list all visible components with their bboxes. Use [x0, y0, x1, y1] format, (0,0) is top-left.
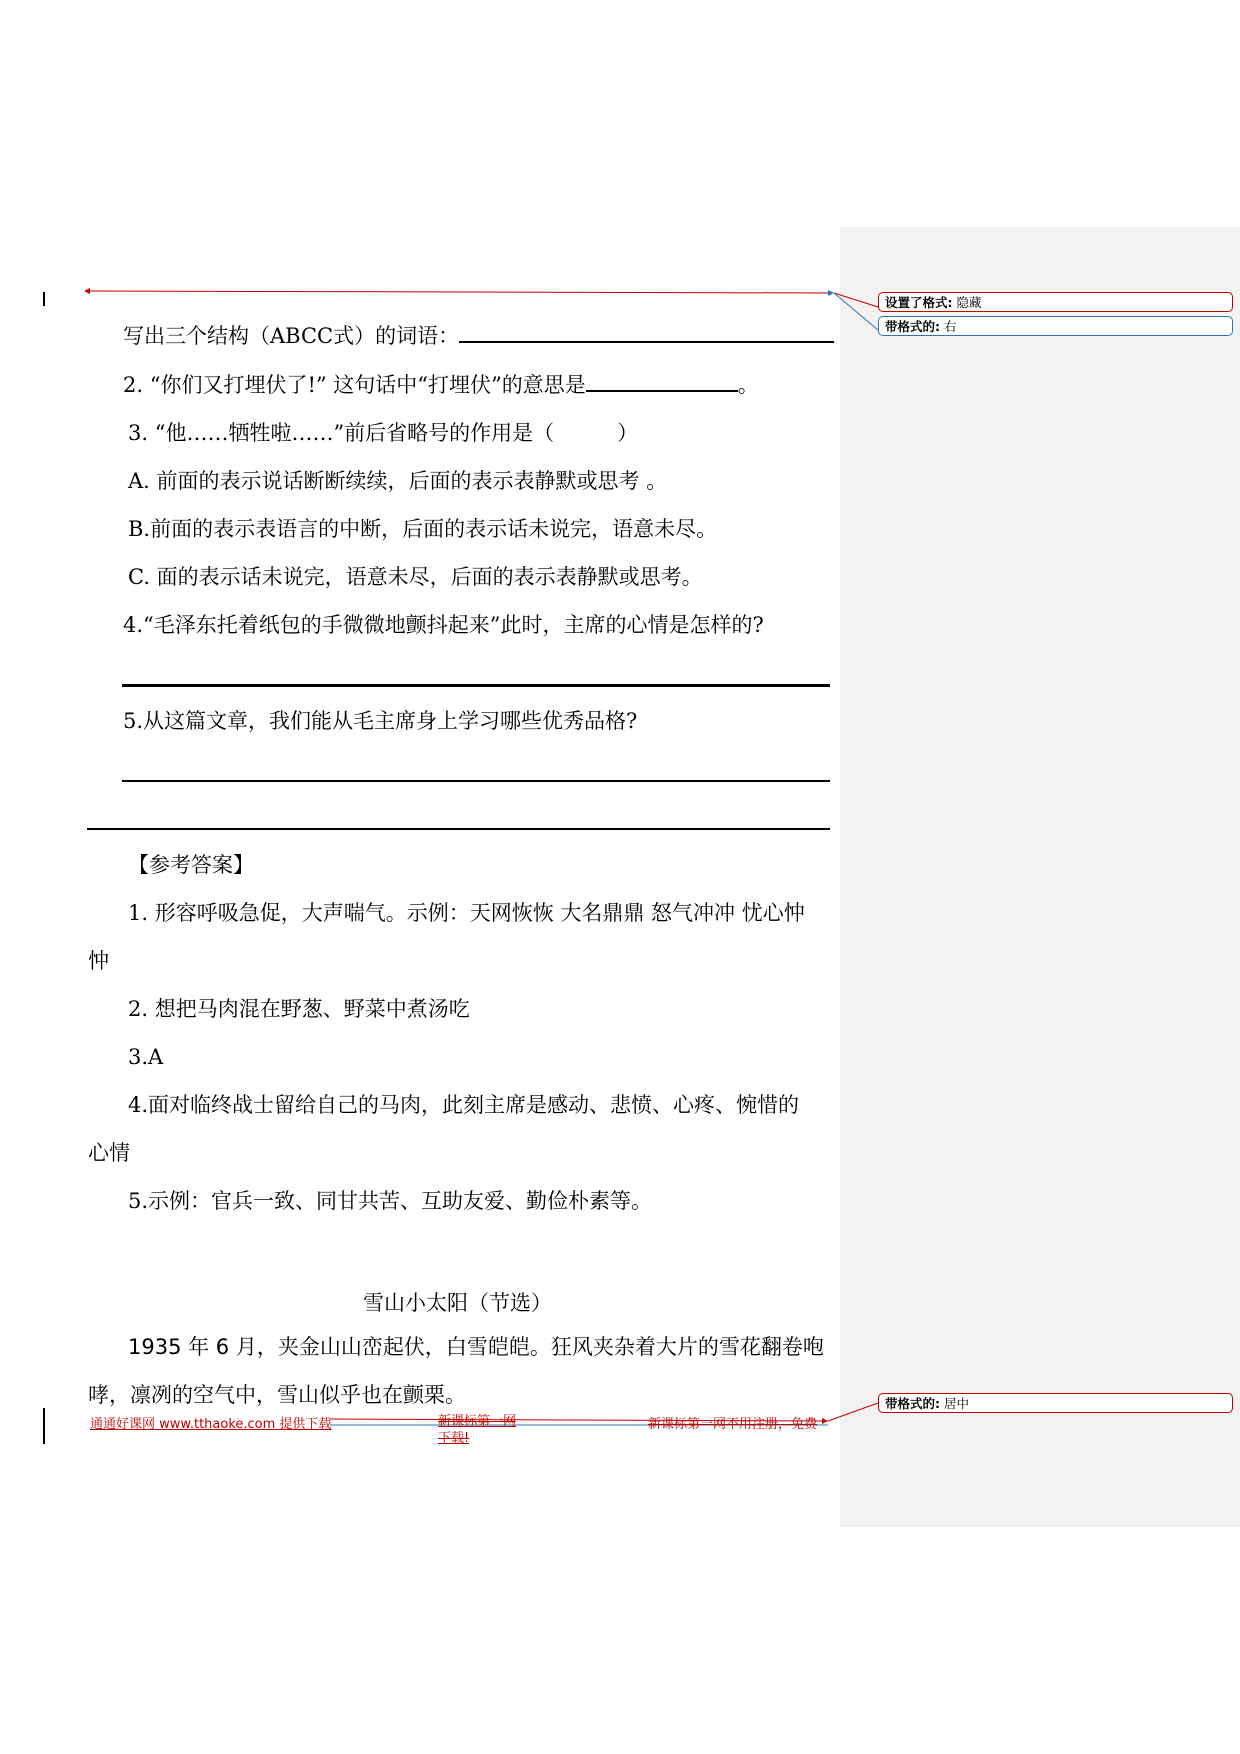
- comment-balloon-center[interactable]: [878, 1393, 1233, 1413]
- question-5: 5.从这篇文章，我们能从毛主席身上学习哪些优秀品格?: [123, 709, 638, 733]
- question-1-prompt: 写出三个结构（ABCC式）的词语：: [123, 324, 460, 348]
- comment-value: 隐藏: [956, 295, 982, 310]
- question-5-answer-line[interactable]: [122, 780, 830, 782]
- comment-key: 设置了格式:: [885, 295, 953, 310]
- answer-2: 2. 想把马肉混在野葱、野菜中煮汤吃: [128, 997, 470, 1021]
- change-bar-top: [43, 292, 45, 306]
- footer-mid-line-2: 下载!: [438, 1431, 470, 1446]
- answer-3: 3.A: [128, 1045, 164, 1069]
- question-2-blank[interactable]: [586, 390, 738, 392]
- answer-4-line-2: 心情: [88, 1141, 130, 1165]
- comment-balloon-hidden[interactable]: [878, 292, 1233, 312]
- question-1: [123, 324, 834, 349]
- question-2-prompt: 2. “你们又打埋伏了!” 这句话中“打埋伏”的意思是: [123, 373, 586, 397]
- comment-value: 右: [943, 319, 957, 334]
- question-3-option-a: A. 前面的表示说话断断续续，后面的表示表静默或思考 。: [128, 469, 668, 493]
- footer-left-link[interactable]: 通通好课网 www.tthaoke.com 提供下载: [90, 1417, 332, 1432]
- question-2: [123, 373, 759, 398]
- passage-title: 雪山小太阳（节选）: [363, 1291, 552, 1315]
- section-divider: [87, 828, 830, 830]
- answer-5: 5.示例：官兵一致、同甘共苦、互助友爱、勤俭朴素等。: [128, 1189, 653, 1213]
- footer-right-link[interactable]: 新课标第一网不用注册，免费: [648, 1417, 818, 1432]
- passage-line-1: 1935 年 6 月，夹金山山峦起伏，白雪皑皑。狂风夹杂着大片的雪花翻卷咆: [128, 1335, 824, 1359]
- comment-key: 带格式的:: [885, 1396, 940, 1411]
- answer-1-line-1: 1. 形容呼吸急促，大声喘气。示例：天网恢恢 大名鼎鼎 怒气冲冲 忧心忡: [128, 901, 805, 925]
- question-3-option-b: B.前面的表示表语言的中断，后面的表示话未说完，语意未尽。: [128, 517, 718, 541]
- answer-4-line-1: 4.面对临终战士留给自己的马肉，此刻主席是感动、悲愤、心疼、惋惜的: [128, 1093, 800, 1117]
- answer-1-line-2: 忡: [88, 949, 109, 973]
- comment-key: 带格式的:: [885, 319, 940, 334]
- answers-heading: 【参考答案】: [128, 853, 254, 877]
- footer-mid-link[interactable]: [438, 1413, 516, 1447]
- passage-line-2: 哮，凛冽的空气中，雪山似乎也在颤栗。: [88, 1383, 466, 1407]
- comment-value: 居中: [943, 1396, 969, 1411]
- question-3: 3. “他……牺牲啦……”前后省略号的作用是（ ）: [128, 421, 639, 445]
- question-2-end: 。: [737, 373, 759, 397]
- question-3-option-c: C. 面的表示话未说完，语意未尽，后面的表示表静默或思考。: [128, 565, 703, 589]
- question-4-answer-line[interactable]: [122, 684, 830, 687]
- question-4: 4.“毛泽东托着纸包的手微微地颤抖起来”此时，主席的心情是怎样的?: [123, 613, 764, 637]
- question-1-blank[interactable]: [459, 341, 834, 343]
- change-bar-bottom: [43, 1408, 45, 1444]
- comment-balloon-right[interactable]: [878, 316, 1233, 336]
- footer-mid-line-1: 新课标第一网: [438, 1414, 517, 1429]
